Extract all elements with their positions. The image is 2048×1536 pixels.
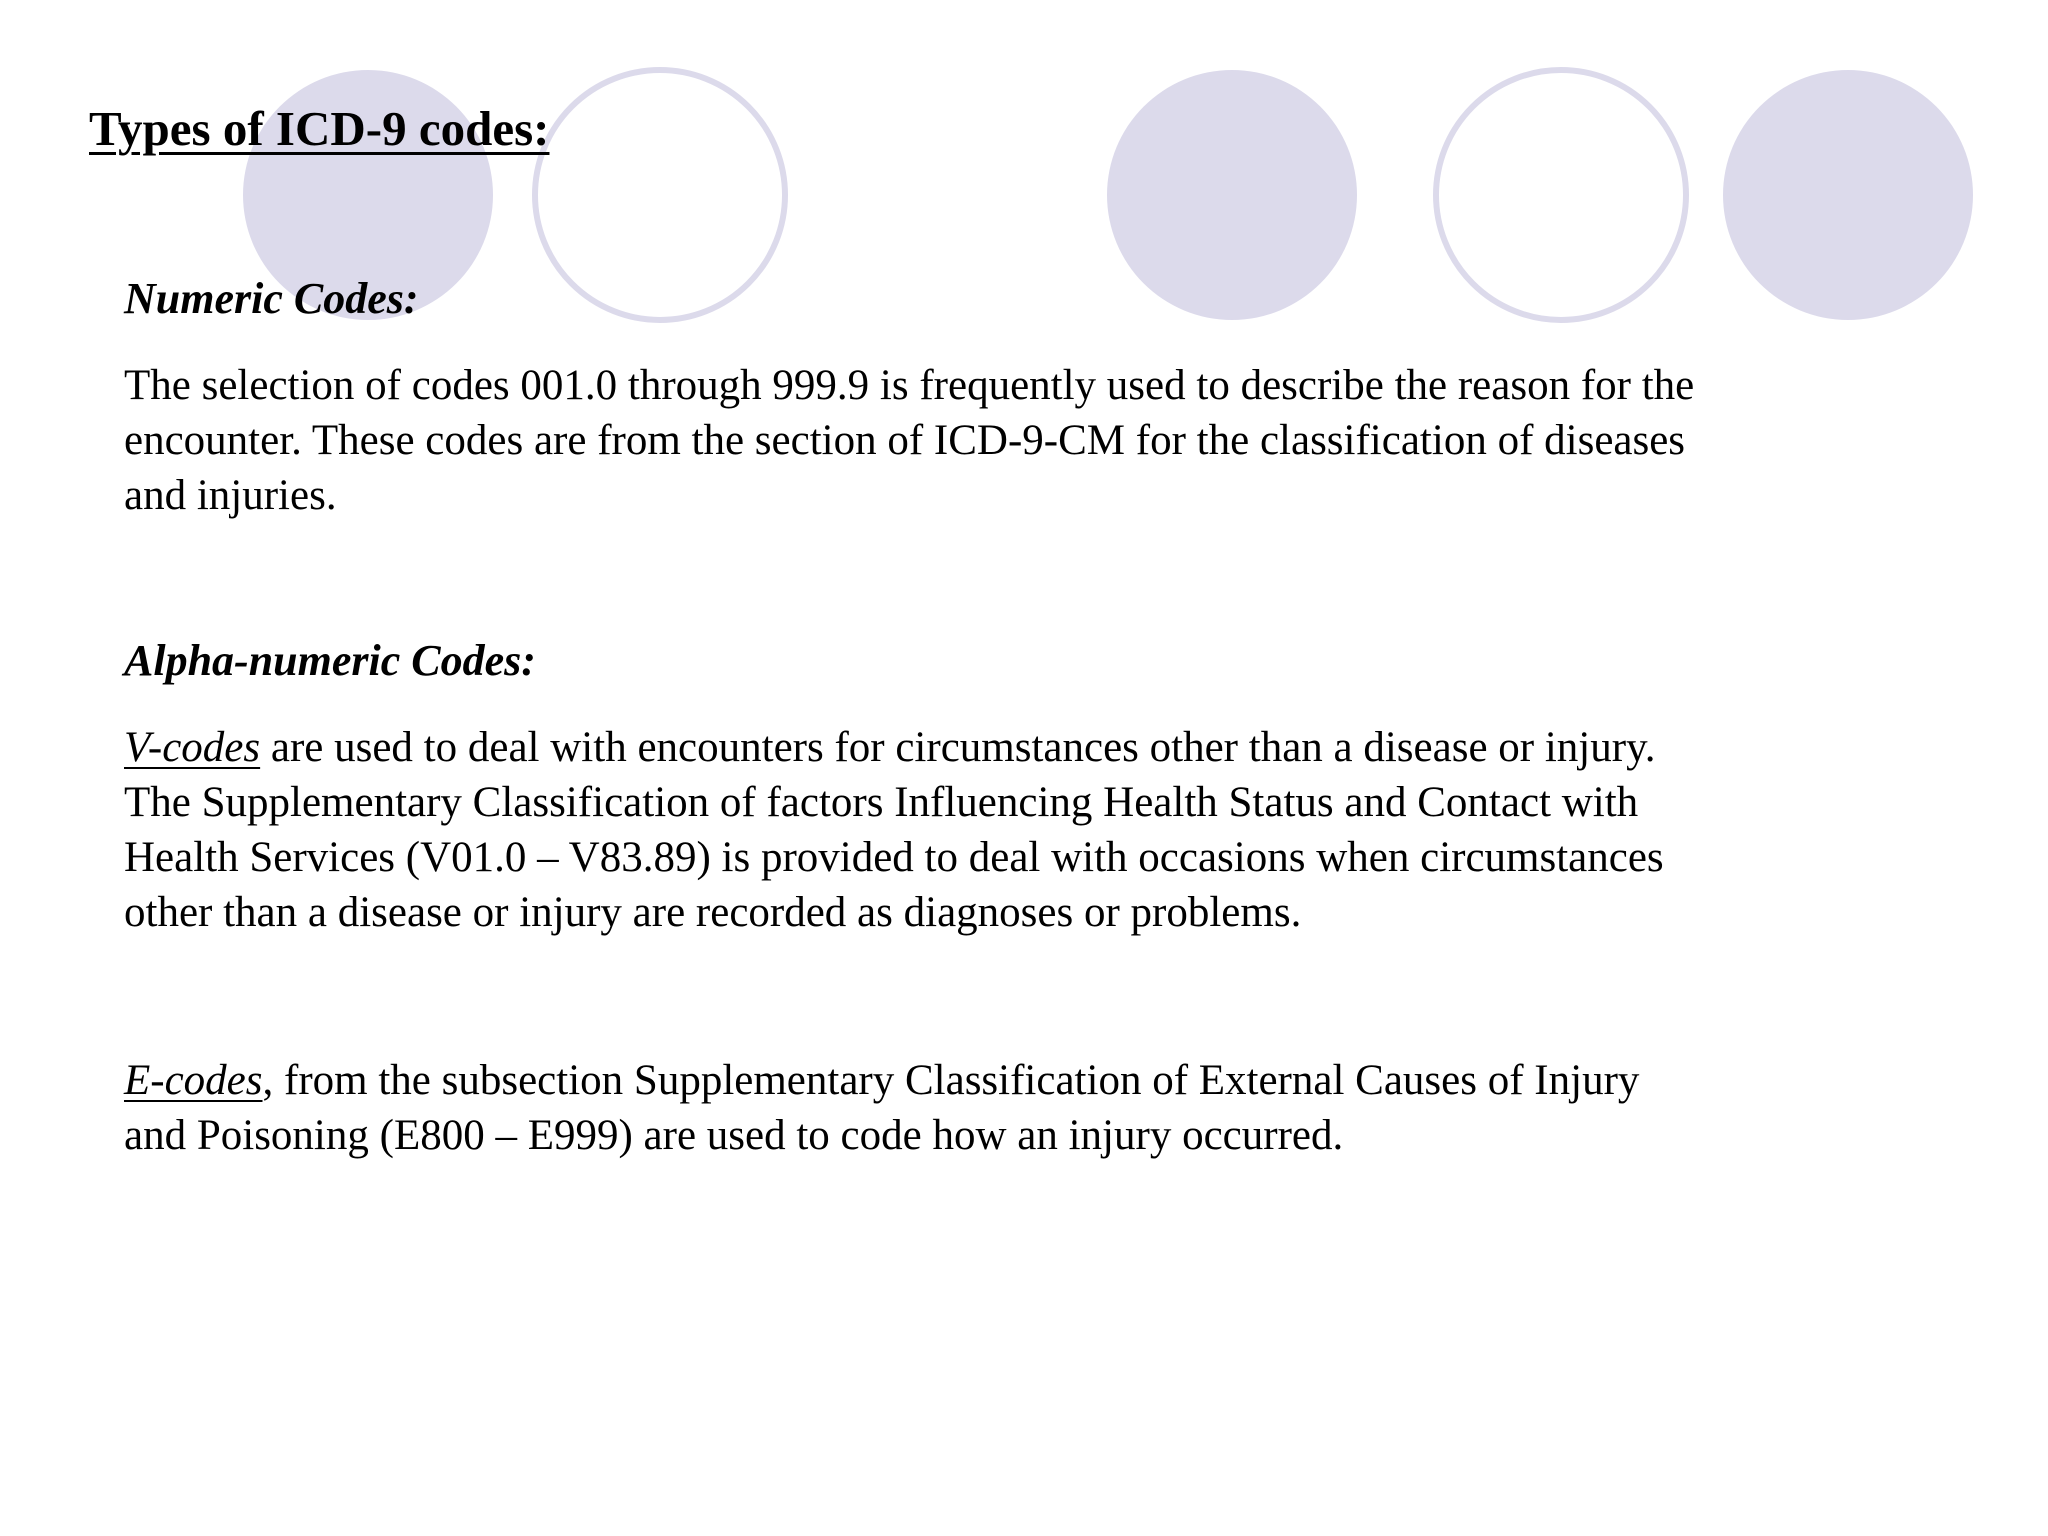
- v-codes-line-1-rest: are used to deal with encounters for circumstances other than a disease or injury.: [260, 724, 1656, 771]
- numeric-line-2: encounter. These codes are from the section of ICD-9-CM for the classification of diseases: [124, 417, 1686, 464]
- numeric-codes-heading: Numeric Codes:: [124, 274, 419, 323]
- outline-circle-2: [1436, 70, 1686, 320]
- filled-circle-3: [1723, 70, 1973, 320]
- v-codes-line-4: other than a disease or injury are recorded as diagnoses or problems.: [124, 889, 1302, 936]
- v-codes-line-1: [124, 720, 1824, 775]
- outline-circle-1: [535, 70, 785, 320]
- numeric-line-3: and injuries.: [124, 472, 337, 519]
- e-codes-line-1: [124, 1053, 1824, 1108]
- e-codes-line-1-rest: , from the subsection Supplementary Classification of External Causes of Injury: [262, 1057, 1640, 1104]
- e-codes-line-2: and Poisoning (E800 – E999) are used to code how an injury occurred.: [124, 1112, 1344, 1159]
- numeric-codes-paragraph: [124, 358, 1824, 523]
- e-codes-paragraph: [124, 1053, 1824, 1163]
- v-codes-term: V-codes: [124, 724, 261, 771]
- v-codes-line-2: The Supplementary Classification of factors Influencing Health Status and Contact with: [124, 779, 1639, 826]
- v-codes-paragraph: [124, 720, 1824, 940]
- alpha-numeric-codes-heading: Alpha-numeric Codes:: [124, 636, 536, 685]
- numeric-line-1: The selection of codes 001.0 through 999.9 is frequently used to describe the reason for the: [124, 362, 1695, 409]
- slide-title: Types of ICD-9 codes:: [89, 101, 550, 156]
- v-codes-line-3: Health Services (V01.0 – V83.89) is provided to deal with occasions when circumstances: [124, 834, 1664, 881]
- filled-circle-2: [1107, 70, 1357, 320]
- e-codes-term: E-codes: [124, 1057, 263, 1104]
